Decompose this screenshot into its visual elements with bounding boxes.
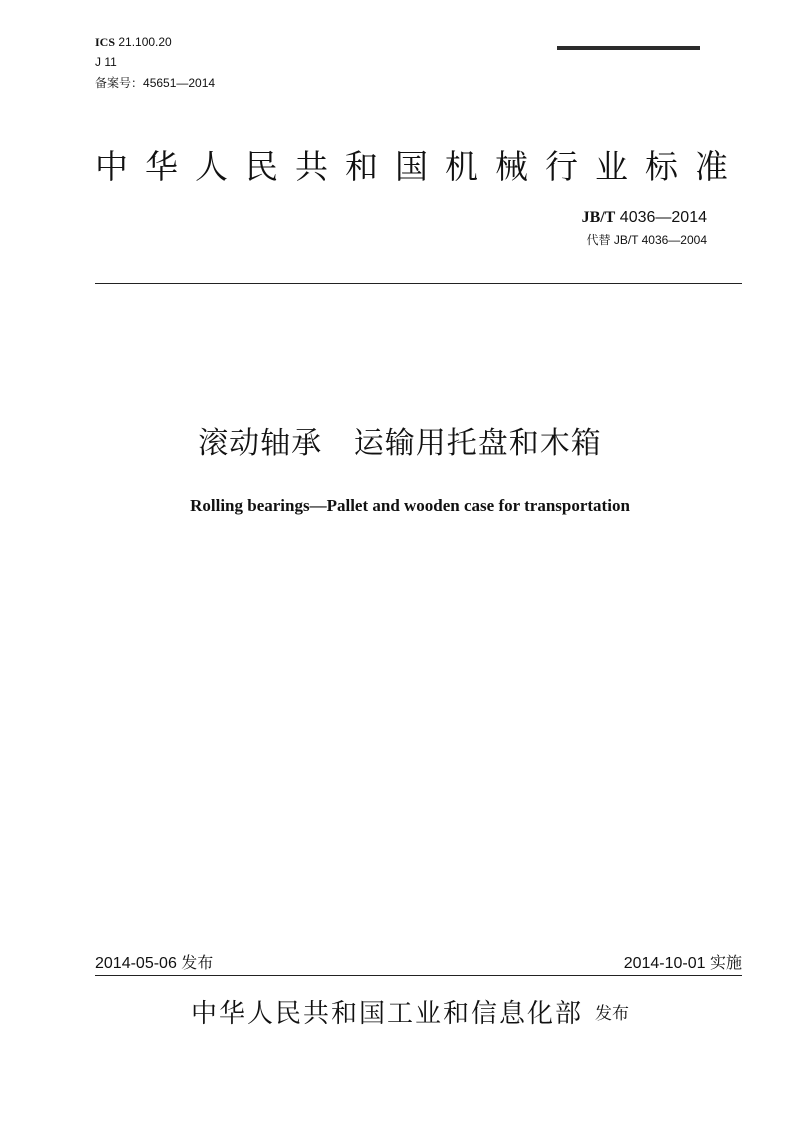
replaces-number: JB/T 4036—2004 [610,233,707,247]
publish-date: 2014-05-06 发布 [95,955,214,972]
document-title-chinese: 滚动轴承 运输用托盘和木箱 [198,426,602,461]
standard-number-value: 4036—2014 [615,209,707,226]
standard-number [582,207,707,228]
filing-label: 备案号： [95,76,144,90]
replaces-label: 代替 [586,233,611,247]
filing-number [95,75,215,91]
issuer-name: 中华人民共和国工业和信息化部 [190,999,583,1029]
filing-value: 45651—2014 [143,76,216,90]
bottom-divider [95,975,742,976]
classification-code: J 11 [95,55,117,69]
header-rule [557,46,700,50]
replaces-standard [586,232,707,248]
ics-code [95,34,172,50]
standard-number-prefix: JB/T [581,209,616,226]
standard-category-title: 中华人民共和国机械行业标准 [95,147,745,186]
top-divider [95,283,742,284]
document-title-english: Rolling bearings—Pallet and wooden case for transportation [190,496,630,515]
issuer-suffix: 发布 [595,1004,629,1024]
issuer-block [0,996,800,1032]
ics-prefix: ICS [95,35,116,49]
ics-number: 21.100.20 [115,35,172,49]
effective-date: 2014-10-01 实施 [623,955,742,972]
